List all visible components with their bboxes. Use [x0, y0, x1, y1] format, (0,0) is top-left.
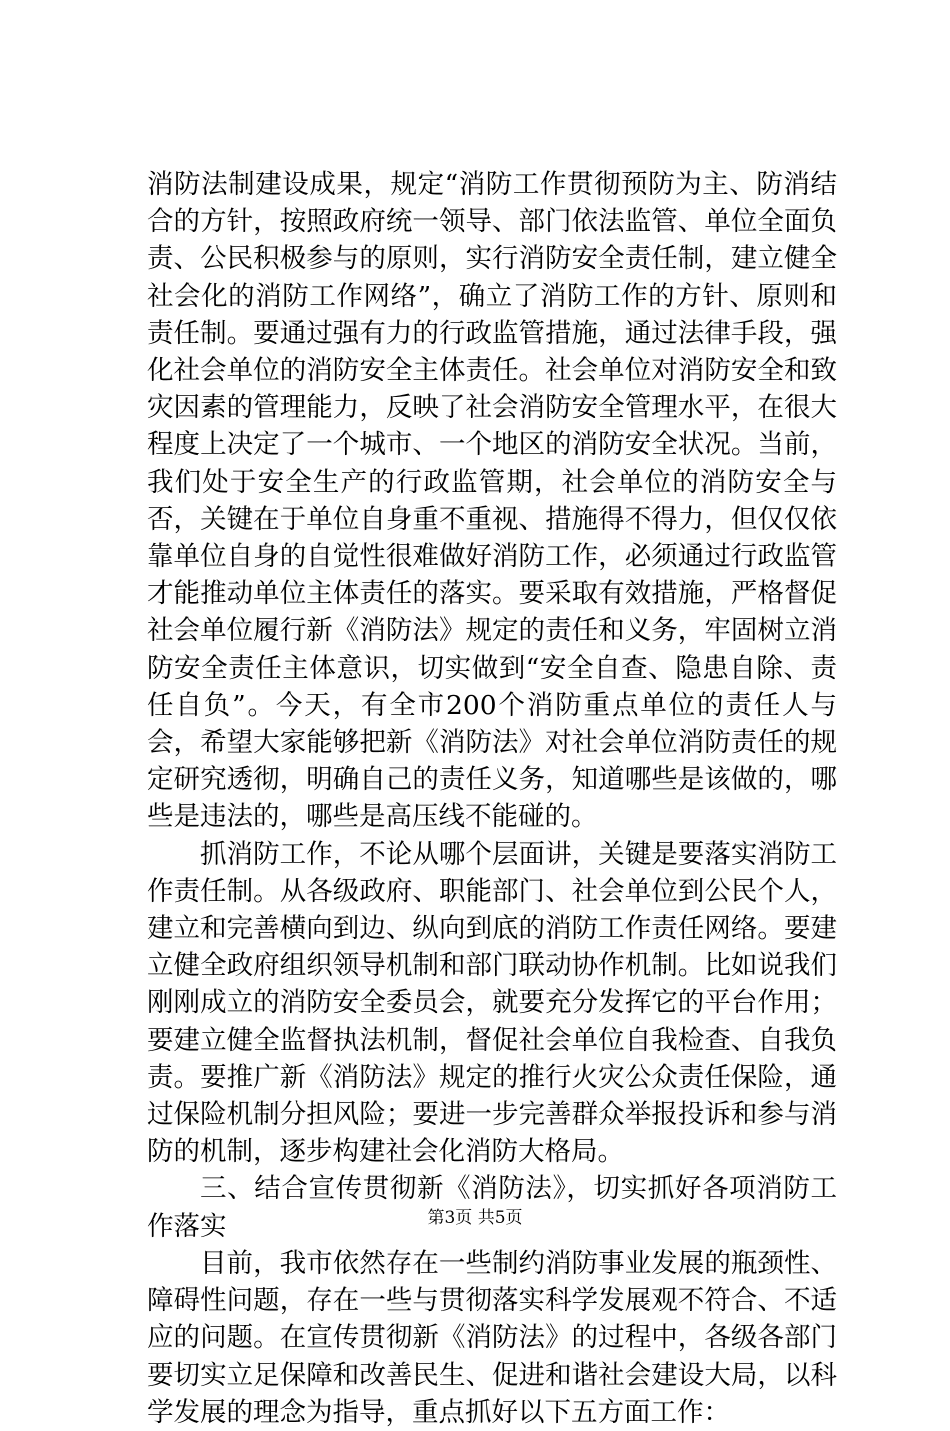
paragraph-current-issues: 目前，我市依然存在一些制约消防事业发展的瓶颈性、障碍性问题，存在一些与贯彻落实科学发展观不符合、不适应的问题。在宣传贯彻新《消防法》的过程中，各级各部门要切实立足保障和改善民生、促进和谐社会建设大局，以科学发展的理念为指导，重点抓好以下五方面工作： [147, 1247, 837, 1428]
paragraph-responsibility: 抓消防工作，不论从哪个层面讲，关键是要落实消防工作责任制。从各级政府、职能部门、社会单位到公民个人，建立和完善横向到边、纵向到底的消防工作责任网络。要建立健全政府组织领导机制和部门联动协作机制。比如说我们刚刚成立的消防安全委员会，就要充分发挥它的平台作用；要建立健全监督执法机制，督促社会单位自我检查、自我负责。要推广新《消防法》规定的推行火灾公众责任保险，通过保险机制分担风险；要进一步完善群众举报投诉和参与消防的机制，逐步构建社会化消防大格局。 [147, 838, 837, 1168]
section-heading: 三、结合宣传贯彻新《消防法》，切实抓好各项消防工作落实 [147, 1173, 837, 1242]
page-footer: 第3页 共5页 [427, 1208, 523, 1228]
paragraph-continuation: 消防法制建设成果，规定“消防工作贯彻预防为主、防消结合的方针，按照政府统一领导、部门依法监管、单位全面负责、公民积极参与的原则，实行消防安全责任制，建立健全社会化的消防工作网络”，确立了消防工作的方针、原则和责任制。要通过强有力的行政监管措施，通过法律手段，强化社会单位的消防安全主体责任。社会单位对消防安全和致灾因素的管理能力，反映了社会消防安全管理水平，在很大程度上决定了一个城市、一个地区的消防安全状况。当前，我们处于安全生产的行政监管期，社会单位的消防安全与否，关键在于单位自身重不重视、措施得不得力，但仅仅依靠单位自身的自觉性很难做好消防工作，必须通过行政监管才能推动单位主体责任的落实。要采取有效措施，严格督促社会单位履行新《消防法》规定的责任和义务，牢固树立消防安全责任主体意识，切实做到“安全自查、隐患自除、责任自负”。今天，有全市200个消防重点单位的责任人与会，希望大家能够把新《消防法》对社会单位消防责任的规定研究透彻，明确自己的责任义务，知道哪些是该做的，哪些是违法的，哪些是高压线不能碰的。 [147, 169, 837, 833]
document-body [147, 166, 837, 1431]
